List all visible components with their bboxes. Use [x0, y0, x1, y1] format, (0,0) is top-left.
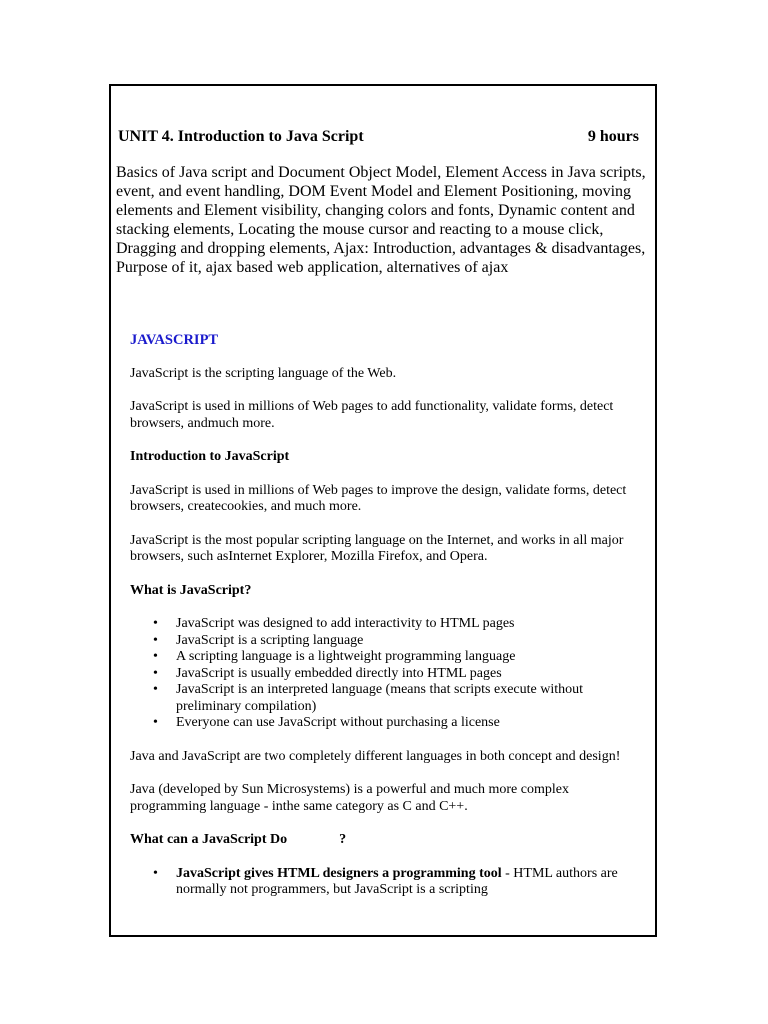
- unit-header: [118, 128, 638, 146]
- paragraph: Java and JavaScript are two completely different languages in both concept and design!: [130, 748, 621, 764]
- list-item: • JavaScript is a scripting language: [153, 632, 364, 648]
- bullet-icon: •: [153, 632, 158, 648]
- what-list: [130, 616, 640, 732]
- bullet-icon: •: [153, 865, 158, 881]
- unit-title: UNIT 4. Introduction to Java Script: [118, 128, 364, 145]
- list-item: • Everyone can use JavaScript without purchasing a license: [153, 715, 500, 730]
- section-title: JAVASCRIPT: [130, 332, 219, 348]
- bullet-icon: •: [153, 665, 158, 681]
- list-item: • JavaScript is an interpreted language (means that scripts execute without preliminary compilation): [153, 682, 584, 714]
- can-list: [130, 866, 640, 899]
- bullet-icon: •: [153, 682, 158, 697]
- list-item: • JavaScript is usually embedded directly into HTML pages: [153, 665, 502, 681]
- list-item: • A scripting language is a lightweight programming language: [153, 649, 516, 664]
- paragraph: Java (developed by Sun Microsystems) is a powerful and much more complex programming language - inthe same category as C and C++.: [130, 782, 569, 814]
- unit-hours: 9 hours: [587, 128, 639, 145]
- what-heading: What is JavaScript?: [130, 582, 252, 598]
- unit-description: Basics of Java script and Document Object Model, Element Access in Java scripts, event, and event handling, DOM Event Model and Element Positioning, moving elements and Element visibility, changing colors and fonts, Dynamic content and stacking elements, Locating the mouse cursor and reacting to a mouse click, Dragging and dropping elements, Ajax: Introduction, advantages & disadvantages, Purpose of it, ajax based web application, alternatives of ajax: [116, 164, 646, 276]
- paragraph: JavaScript is the most popular scripting language on the Internet, and works in all major browsers, such asInternet Explorer, Mozilla Firefox, and Opera.: [130, 532, 624, 564]
- paragraph: JavaScript is used in millions of Web pages to improve the design, validate forms, detect browsers, createcookies, and much more.: [130, 482, 627, 514]
- list-item: • JavaScript gives HTML designers a programming tool - HTML authors are normally not programmers, but JavaScript is a scripting: [153, 865, 618, 897]
- list-item: • JavaScript was designed to add interactivity to HTML pages: [153, 616, 515, 631]
- intro-heading: Introduction to JavaScript: [130, 449, 290, 464]
- paragraph: JavaScript is the scripting language of the Web.: [130, 365, 397, 381]
- bullet-icon: •: [153, 715, 158, 730]
- document-page: [109, 84, 657, 937]
- bullet-icon: •: [153, 616, 158, 631]
- content-body: [130, 332, 640, 916]
- bullet-icon: •: [153, 649, 158, 664]
- can-heading: What can a JavaScript Do ?: [130, 832, 347, 847]
- paragraph: JavaScript is used in millions of Web pages to add functionality, validate forms, detect browsers, andmuch more.: [130, 399, 614, 431]
